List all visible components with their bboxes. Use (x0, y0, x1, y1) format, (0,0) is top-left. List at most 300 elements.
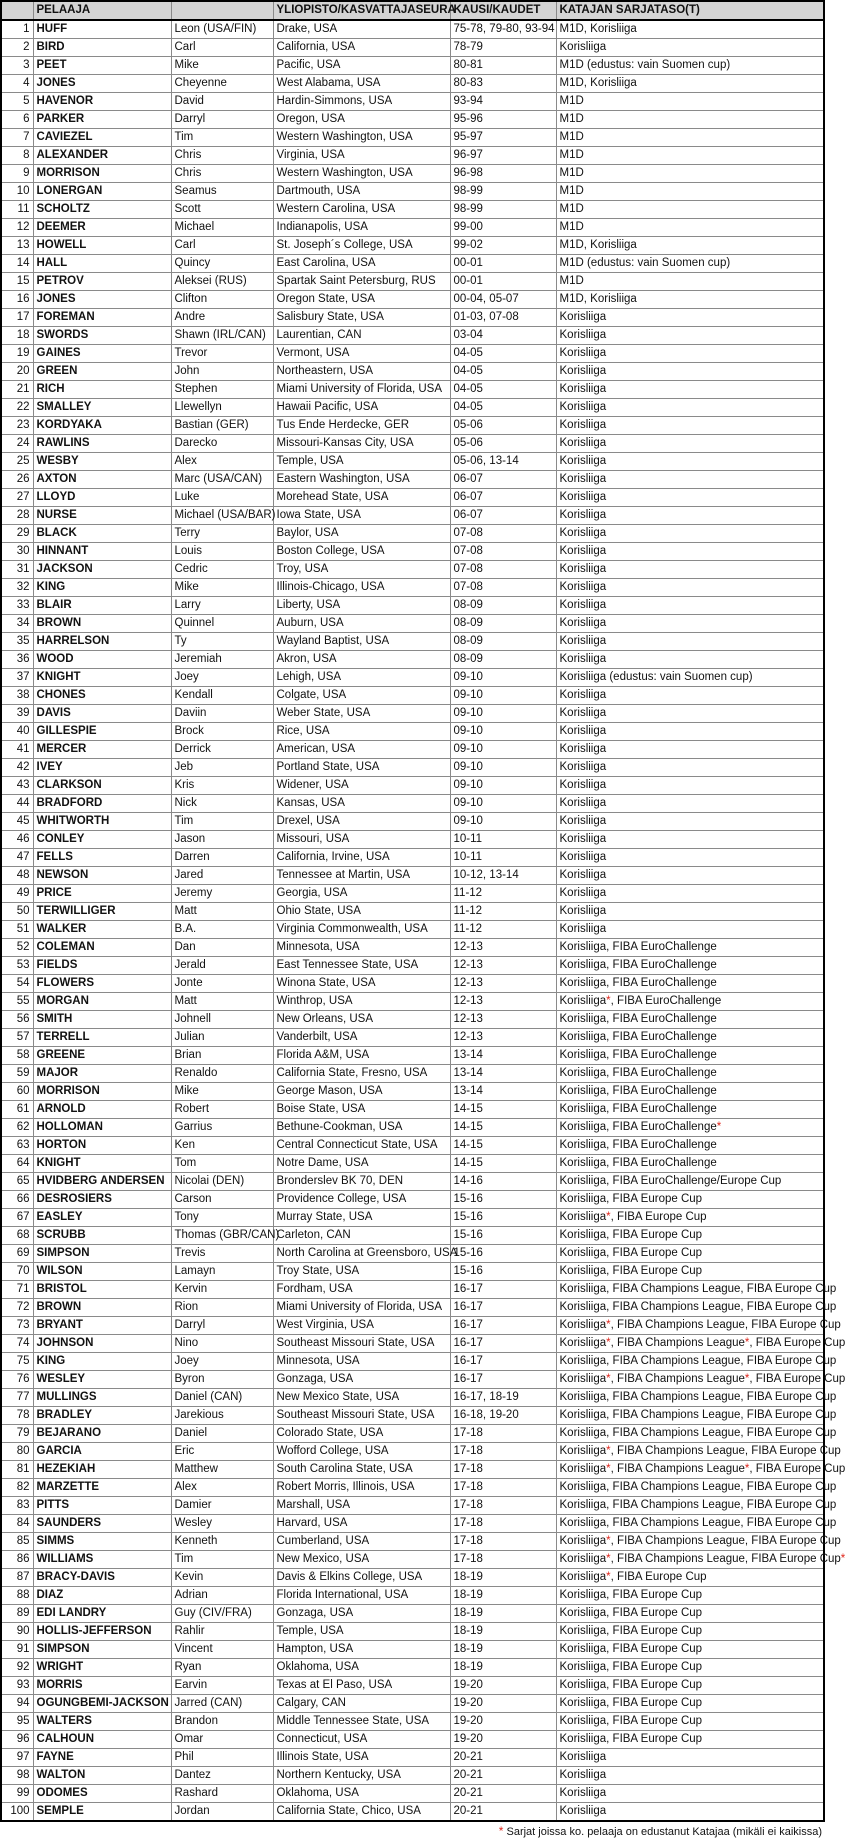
series-levels: Korisliiga (556, 813, 824, 831)
row-number: 82 (1, 1479, 33, 1497)
seasons: 15-16 (450, 1209, 556, 1227)
player-surname: EDI LANDRY (33, 1605, 171, 1623)
seasons: 08-09 (450, 633, 556, 651)
player-first-name: Jonte (171, 975, 273, 993)
university: New Mexico State, USA (273, 1389, 450, 1407)
table-row (1, 255, 824, 273)
series-levels: Korisliiga, FIBA Europe Cup (556, 1191, 824, 1209)
seasons: 80-81 (450, 57, 556, 75)
row-number: 9 (1, 165, 33, 183)
player-surname: BRADLEY (33, 1407, 171, 1425)
series-levels: M1D, Korisliiga (556, 20, 824, 39)
player-first-name: Quinnel (171, 615, 273, 633)
university: Miami University of Florida, USA (273, 1299, 450, 1317)
seasons: 05-06 (450, 417, 556, 435)
row-number: 89 (1, 1605, 33, 1623)
player-first-name: Seamus (171, 183, 273, 201)
player-surname: BRACY-DAVIS (33, 1569, 171, 1587)
player-surname: DAVIS (33, 705, 171, 723)
header-number (1, 1, 33, 20)
player-first-name: Bastian (GER) (171, 417, 273, 435)
player-first-name: Daniel (171, 1425, 273, 1443)
player-surname: SIMPSON (33, 1641, 171, 1659)
university: Colgate, USA (273, 687, 450, 705)
row-number: 30 (1, 543, 33, 561)
university: Western Washington, USA (273, 129, 450, 147)
row-number: 44 (1, 795, 33, 813)
table-row (1, 1209, 824, 1227)
series-levels: Korisliiga (556, 1767, 824, 1785)
player-surname: BROWN (33, 1299, 171, 1317)
seasons: 14-15 (450, 1101, 556, 1119)
series-levels: Korisliiga, FIBA Europe Cup (556, 1659, 824, 1677)
player-surname: OGUNGBEMI-JACKSON (33, 1695, 171, 1713)
university: Southeast Missouri State, USA (273, 1335, 450, 1353)
row-number: 88 (1, 1587, 33, 1605)
row-number: 1 (1, 20, 33, 39)
series-levels: Korisliiga (556, 435, 824, 453)
series-levels: Korisliiga, FIBA EuroChallenge (556, 1083, 824, 1101)
player-surname: LLOYD (33, 489, 171, 507)
table-row (1, 1011, 824, 1029)
table-row (1, 1803, 824, 1822)
series-levels: Korisliiga, FIBA EuroChallenge (556, 1047, 824, 1065)
player-first-name: Quincy (171, 255, 273, 273)
table-row (1, 219, 824, 237)
university: Wofford College, USA (273, 1443, 450, 1461)
university: Western Carolina, USA (273, 201, 450, 219)
university: Georgia, USA (273, 885, 450, 903)
seasons: 14-15 (450, 1119, 556, 1137)
university: Salisbury State, USA (273, 309, 450, 327)
seasons: 09-10 (450, 687, 556, 705)
seasons: 05-06, 13-14 (450, 453, 556, 471)
seasons: 15-16 (450, 1227, 556, 1245)
university: Connecticut, USA (273, 1731, 450, 1749)
seasons: 20-21 (450, 1749, 556, 1767)
row-number: 49 (1, 885, 33, 903)
table-row (1, 1245, 824, 1263)
player-first-name: Shawn (IRL/CAN) (171, 327, 273, 345)
row-number: 84 (1, 1515, 33, 1533)
university: California State, Chico, USA (273, 1803, 450, 1822)
player-surname: WESLEY (33, 1371, 171, 1389)
table-row (1, 831, 824, 849)
series-levels: Korisliiga (556, 597, 824, 615)
player-surname: NURSE (33, 507, 171, 525)
university: Florida A&M, USA (273, 1047, 450, 1065)
table-row (1, 1371, 824, 1389)
table-row (1, 885, 824, 903)
series-levels: M1D, Korisliiga (556, 237, 824, 255)
row-number: 7 (1, 129, 33, 147)
table-row (1, 1101, 824, 1119)
seasons: 16-17 (450, 1371, 556, 1389)
asterisk-marker: * (606, 1463, 611, 1475)
series-levels: Korisliiga (556, 867, 824, 885)
row-number: 18 (1, 327, 33, 345)
player-first-name: Thomas (GBR/CAN) (171, 1227, 273, 1245)
university: Oregon, USA (273, 111, 450, 129)
row-number: 14 (1, 255, 33, 273)
table-row (1, 1767, 824, 1785)
university: Troy State, USA (273, 1263, 450, 1281)
table-row (1, 1137, 824, 1155)
series-levels: Korisliiga, FIBA EuroChallenge (556, 975, 824, 993)
series-levels: Korisliiga (556, 795, 824, 813)
university: Dartmouth, USA (273, 183, 450, 201)
player-first-name: Darren (171, 849, 273, 867)
players-table-body (1, 20, 845, 1821)
series-levels: Korisliiga*, FIBA Champions League, FIBA Europe Cup (556, 1533, 824, 1551)
player-surname: KING (33, 579, 171, 597)
series-levels: Korisliiga, FIBA Champions League, FIBA Europe Cup (556, 1281, 824, 1299)
university: Weber State, USA (273, 705, 450, 723)
player-surname: HALL (33, 255, 171, 273)
seasons: 96-97 (450, 147, 556, 165)
table-row (1, 1497, 824, 1515)
player-surname: KNIGHT (33, 669, 171, 687)
player-surname: CONLEY (33, 831, 171, 849)
table-row (1, 1713, 824, 1731)
row-number: 24 (1, 435, 33, 453)
row-number: 17 (1, 309, 33, 327)
player-surname: FLOWERS (33, 975, 171, 993)
series-levels: Korisliiga (556, 489, 824, 507)
series-levels: Korisliiga, FIBA Europe Cup (556, 1263, 824, 1281)
series-levels: Korisliiga (556, 1749, 824, 1767)
player-surname: FELLS (33, 849, 171, 867)
player-surname: JOHNSON (33, 1335, 171, 1353)
series-levels: Korisliiga*, FIBA Europe Cup (556, 1569, 824, 1587)
row-number: 52 (1, 939, 33, 957)
player-surname: MORRISON (33, 1083, 171, 1101)
row-number: 5 (1, 93, 33, 111)
row-number: 94 (1, 1695, 33, 1713)
player-first-name: Tony (171, 1209, 273, 1227)
university: Morehead State, USA (273, 489, 450, 507)
table-row (1, 597, 824, 615)
header-series: KATAJAN SARJATASO(T) (556, 1, 824, 20)
table-row (1, 1461, 824, 1479)
row-number: 57 (1, 1029, 33, 1047)
player-first-name: Damier (171, 1497, 273, 1515)
seasons: 07-08 (450, 543, 556, 561)
player-surname: HOLLIS-JEFFERSON (33, 1623, 171, 1641)
player-first-name: Dantez (171, 1767, 273, 1785)
table-row (1, 561, 824, 579)
university: Southeast Missouri State, USA (273, 1407, 450, 1425)
table-row (1, 1353, 824, 1371)
table-row (1, 417, 824, 435)
player-surname: SMALLEY (33, 399, 171, 417)
series-levels: Korisliiga (556, 849, 824, 867)
player-first-name: Michael (171, 219, 273, 237)
row-number: 47 (1, 849, 33, 867)
table-row (1, 1317, 824, 1335)
player-first-name: Renaldo (171, 1065, 273, 1083)
row-number: 21 (1, 381, 33, 399)
row-number: 72 (1, 1299, 33, 1317)
player-first-name: Jarekious (171, 1407, 273, 1425)
player-first-name: Ryan (171, 1659, 273, 1677)
player-surname: PARKER (33, 111, 171, 129)
player-first-name: Byron (171, 1371, 273, 1389)
row-number: 27 (1, 489, 33, 507)
row-number: 77 (1, 1389, 33, 1407)
series-levels: M1D (556, 129, 824, 147)
series-levels: Korisliiga, FIBA Europe Cup (556, 1623, 824, 1641)
player-surname: IVEY (33, 759, 171, 777)
university: Colorado State, USA (273, 1425, 450, 1443)
seasons: 10-11 (450, 849, 556, 867)
player-first-name: Jarred (CAN) (171, 1695, 273, 1713)
table-row (1, 201, 824, 219)
player-first-name: Scott (171, 201, 273, 219)
row-number: 68 (1, 1227, 33, 1245)
player-first-name: Mike (171, 1083, 273, 1101)
series-levels: M1D (556, 111, 824, 129)
table-row (1, 93, 824, 111)
seasons: 15-16 (450, 1263, 556, 1281)
series-levels: Korisliiga, FIBA EuroChallenge* (556, 1119, 824, 1137)
player-first-name: Darryl (171, 1317, 273, 1335)
seasons: 93-94 (450, 93, 556, 111)
series-levels: Korisliiga, FIBA Europe Cup (556, 1677, 824, 1695)
seasons: 16-17 (450, 1281, 556, 1299)
row-number: 16 (1, 291, 33, 309)
player-first-name: Daviin (171, 705, 273, 723)
player-surname: MORRISON (33, 165, 171, 183)
seasons: 07-08 (450, 579, 556, 597)
player-surname: TERWILLIGER (33, 903, 171, 921)
asterisk-marker: * (606, 1337, 611, 1349)
series-levels: Korisliiga (556, 363, 824, 381)
series-levels: M1D (556, 273, 824, 291)
row-number: 73 (1, 1317, 33, 1335)
player-first-name: Darecko (171, 435, 273, 453)
university: Lehigh, USA (273, 669, 450, 687)
row-number: 71 (1, 1281, 33, 1299)
university: Middle Tennessee State, USA (273, 1713, 450, 1731)
seasons: 17-18 (450, 1425, 556, 1443)
player-surname: SMITH (33, 1011, 171, 1029)
university: Iowa State, USA (273, 507, 450, 525)
asterisk-marker: * (744, 1373, 750, 1385)
series-levels: Korisliiga, FIBA Champions League, FIBA Europe Cup (556, 1299, 824, 1317)
row-number: 10 (1, 183, 33, 201)
university: Vermont, USA (273, 345, 450, 363)
university: Bronderslev BK 70, DEN (273, 1173, 450, 1191)
table-row (1, 1443, 824, 1461)
row-number: 60 (1, 1083, 33, 1101)
series-levels: Korisliiga*, FIBA Champions League*, FIBA Europe Cup (556, 1371, 824, 1389)
university: Texas at El Paso, USA (273, 1677, 450, 1695)
player-surname: ARNOLD (33, 1101, 171, 1119)
series-levels: Korisliiga*, FIBA EuroChallenge (556, 993, 824, 1011)
player-surname: MORGAN (33, 993, 171, 1011)
university: California, Irvine, USA (273, 849, 450, 867)
university: Notre Dame, USA (273, 1155, 450, 1173)
seasons: 96-98 (450, 165, 556, 183)
table-row (1, 957, 824, 975)
player-surname: WALTON (33, 1767, 171, 1785)
seasons: 80-83 (450, 75, 556, 93)
seasons: 75-78, 79-80, 93-94 (450, 20, 556, 39)
university: Pacific, USA (273, 57, 450, 75)
series-levels: Korisliiga, FIBA EuroChallenge (556, 1065, 824, 1083)
player-first-name: Carl (171, 39, 273, 57)
row-number: 25 (1, 453, 33, 471)
row-number: 23 (1, 417, 33, 435)
university: Spartak Saint Petersburg, RUS (273, 273, 450, 291)
table-row (1, 1335, 824, 1353)
series-levels: Korisliiga (556, 381, 824, 399)
series-levels: M1D (edustus: vain Suomen cup) (556, 57, 824, 75)
seasons: 05-06 (450, 435, 556, 453)
player-surname: RICH (33, 381, 171, 399)
table-row (1, 1227, 824, 1245)
university: Winthrop, USA (273, 993, 450, 1011)
table-row (1, 921, 824, 939)
table-row (1, 705, 824, 723)
row-number: 43 (1, 777, 33, 795)
header-first-name (171, 1, 273, 20)
player-surname: HORTON (33, 1137, 171, 1155)
player-first-name: Alex (171, 453, 273, 471)
series-levels: Korisliiga (556, 1803, 824, 1822)
player-surname: LONERGAN (33, 183, 171, 201)
player-surname: FAYNE (33, 1749, 171, 1767)
player-surname: MARZETTE (33, 1479, 171, 1497)
seasons: 16-17 (450, 1335, 556, 1353)
row-number: 99 (1, 1785, 33, 1803)
seasons: 17-18 (450, 1551, 556, 1569)
player-surname: MERCER (33, 741, 171, 759)
table-row (1, 993, 824, 1011)
seasons: 16-17 (450, 1317, 556, 1335)
series-levels: Korisliiga (556, 579, 824, 597)
series-levels: Korisliiga (556, 525, 824, 543)
seasons: 00-01 (450, 273, 556, 291)
row-number: 65 (1, 1173, 33, 1191)
table-row (1, 633, 824, 651)
table-row (1, 399, 824, 417)
seasons: 16-17 (450, 1353, 556, 1371)
player-first-name: Carson (171, 1191, 273, 1209)
seasons: 15-16 (450, 1245, 556, 1263)
player-surname: AXTON (33, 471, 171, 489)
series-levels: M1D, Korisliiga (556, 291, 824, 309)
university: Illinois-Chicago, USA (273, 579, 450, 597)
table-row (1, 1263, 824, 1281)
row-number: 75 (1, 1353, 33, 1371)
player-surname: GAINES (33, 345, 171, 363)
player-surname: SCRUBB (33, 1227, 171, 1245)
series-levels: Korisliiga (556, 309, 824, 327)
university: Rice, USA (273, 723, 450, 741)
player-first-name: Earvin (171, 1677, 273, 1695)
table-row (1, 111, 824, 129)
player-surname: KORDYAKA (33, 417, 171, 435)
player-first-name: Luke (171, 489, 273, 507)
asterisk-marker: * (606, 1445, 611, 1457)
university: Missouri-Kansas City, USA (273, 435, 450, 453)
player-first-name: Mike (171, 579, 273, 597)
university: Northern Kentucky, USA (273, 1767, 450, 1785)
player-first-name: Julian (171, 1029, 273, 1047)
seasons: 09-10 (450, 669, 556, 687)
row-number: 31 (1, 561, 33, 579)
seasons: 20-21 (450, 1767, 556, 1785)
seasons: 09-10 (450, 705, 556, 723)
header-player: PELAAJA (33, 1, 171, 20)
seasons: 09-10 (450, 777, 556, 795)
player-first-name: Joey (171, 1353, 273, 1371)
seasons: 19-20 (450, 1695, 556, 1713)
player-surname: PETROV (33, 273, 171, 291)
player-first-name: John (171, 363, 273, 381)
player-first-name: Nicolai (DEN) (171, 1173, 273, 1191)
player-surname: NEWSON (33, 867, 171, 885)
university: Vanderbilt, USA (273, 1029, 450, 1047)
row-number: 81 (1, 1461, 33, 1479)
table-row (1, 1749, 824, 1767)
table-row (1, 273, 824, 291)
table-row (1, 723, 824, 741)
row-number: 26 (1, 471, 33, 489)
asterisk-marker: * (744, 1337, 750, 1349)
university: Northeastern, USA (273, 363, 450, 381)
row-number: 56 (1, 1011, 33, 1029)
seasons: 17-18 (450, 1533, 556, 1551)
series-levels: Korisliiga, FIBA Europe Cup (556, 1605, 824, 1623)
row-number: 62 (1, 1119, 33, 1137)
row-number: 85 (1, 1533, 33, 1551)
series-levels: Korisliiga, FIBA Champions League, FIBA Europe Cup (556, 1425, 824, 1443)
series-levels: Korisliiga (556, 345, 824, 363)
row-number: 11 (1, 201, 33, 219)
table-row (1, 1083, 824, 1101)
university: Calgary, CAN (273, 1695, 450, 1713)
series-levels: Korisliiga (556, 543, 824, 561)
player-first-name: David (171, 93, 273, 111)
player-surname: MAJOR (33, 1065, 171, 1083)
player-first-name: Kervin (171, 1281, 273, 1299)
university: Winona State, USA (273, 975, 450, 993)
row-number: 51 (1, 921, 33, 939)
row-number: 42 (1, 759, 33, 777)
university: California, USA (273, 39, 450, 57)
seasons: 18-19 (450, 1587, 556, 1605)
series-levels: Korisliiga, FIBA Europe Cup (556, 1641, 824, 1659)
university: Minnesota, USA (273, 1353, 450, 1371)
row-number: 37 (1, 669, 33, 687)
player-surname: MULLINGS (33, 1389, 171, 1407)
player-surname: BRYANT (33, 1317, 171, 1335)
row-number: 2 (1, 39, 33, 57)
player-surname: SIMMS (33, 1533, 171, 1551)
player-first-name: Eric (171, 1443, 273, 1461)
table-row (1, 1551, 824, 1569)
asterisk-marker: * (606, 1373, 611, 1385)
seasons: 99-00 (450, 219, 556, 237)
seasons: 12-13 (450, 1029, 556, 1047)
player-first-name: Derrick (171, 741, 273, 759)
series-levels: Korisliiga (556, 723, 824, 741)
table-row (1, 1389, 824, 1407)
table-row (1, 1659, 824, 1677)
